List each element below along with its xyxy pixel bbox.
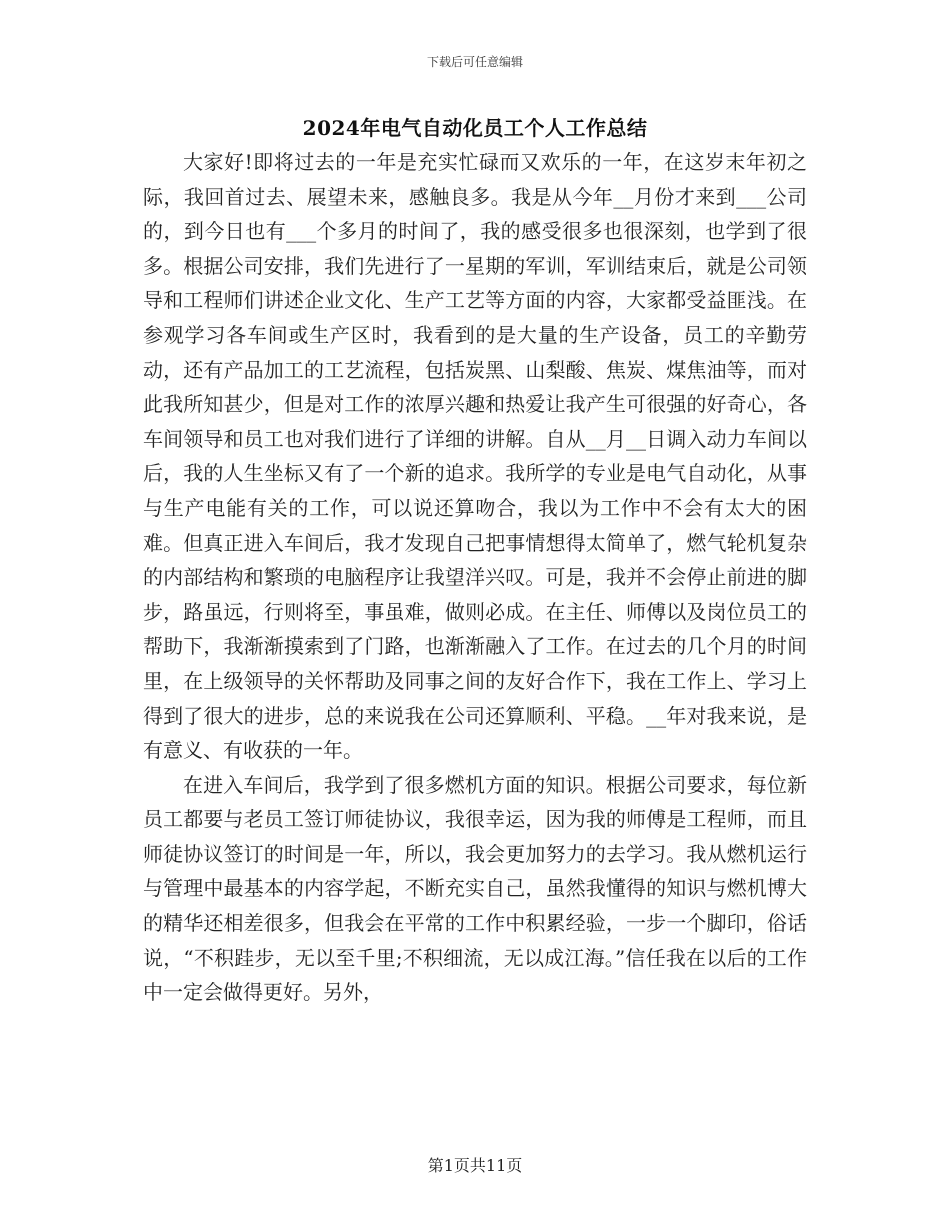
page-footer: 第1页共11页 (427, 1156, 523, 1175)
document-body (143, 145, 807, 1010)
paragraph: 在进入车间后，我学到了很多燃机方面的知识。根据公司要求，每位新员工都要与老员工签订师徒协议，我很幸运，因为我的师傅是工程师，而且师徒协议签订的时间是一年，所以，我会更加努力的去学习。我从燃机运行与管理中最基本的内容学起，不断充实自己，虽然我懂得的知识与燃机博大的精华还相差很多，但我会在平常的工作中积累经验，一步一个脚印，俗话说，“不积跬步，无以至千里;不积细流，无以成江海。”信任我在以后的工作中一定会做得更好。另外， (143, 772, 807, 1005)
document-title: 2024年电气自动化员工个人工作总结 (302, 116, 648, 140)
header-note: 下载后可任意编辑 (426, 55, 523, 69)
paragraph: 大家好!即将过去的一年是充实忙碌而又欢乐的一年，在这岁末年初之际，我回首过去、展望未来，感触良多。我是从今年__月份才来到___公司的，到今日也有___个多月的时间了，我的感受很多也很深刻，也学到了很多。根据公司安排，我们先进行了一星期的军训，军训结束后，就是公司领导和工程师们讲述企业文化、生产工艺等方面的内容，大家都受益匪浅。在参观学习各车间或生产区时，我看到的是大量的生产设备，员工的辛勤劳动，还有产品加工的工艺流程，包括炭黑、山梨酸、焦炭、煤焦油等，而对此我所知甚少，但是对工作的浓厚兴趣和热爱让我产生可很强的好奇心，各车间领导和员工也对我们进行了详细的讲解。自从__月__日调入动力车间以后，我的人生坐标又有了一个新的追求。我所学的专业是电气自动化，从事与生产电能有关的工作，可以说还算吻合，我以为工作中不会有太大的困难。但真正进入车间后，我才发现自己把事情想得太简单了，燃气轮机复杂的内部结构和繁琐的电脑程序让我望洋兴叹。可是，我并不会停止前进的脚步，路虽远，行则将至，事虽难，做则必成。在主任、师傅以及岗位员工的帮助下，我渐渐摸索到了门路，也渐渐融入了工作。在过去的几个月的时间里，在上级领导的关怀帮助及同事之间的友好合作下，我在工作上、学习上得到了很大的进步，总的来说我在公司还算顺利、平稳。__年对我来说，是有意义、有收获的一年。 (143, 150, 807, 763)
